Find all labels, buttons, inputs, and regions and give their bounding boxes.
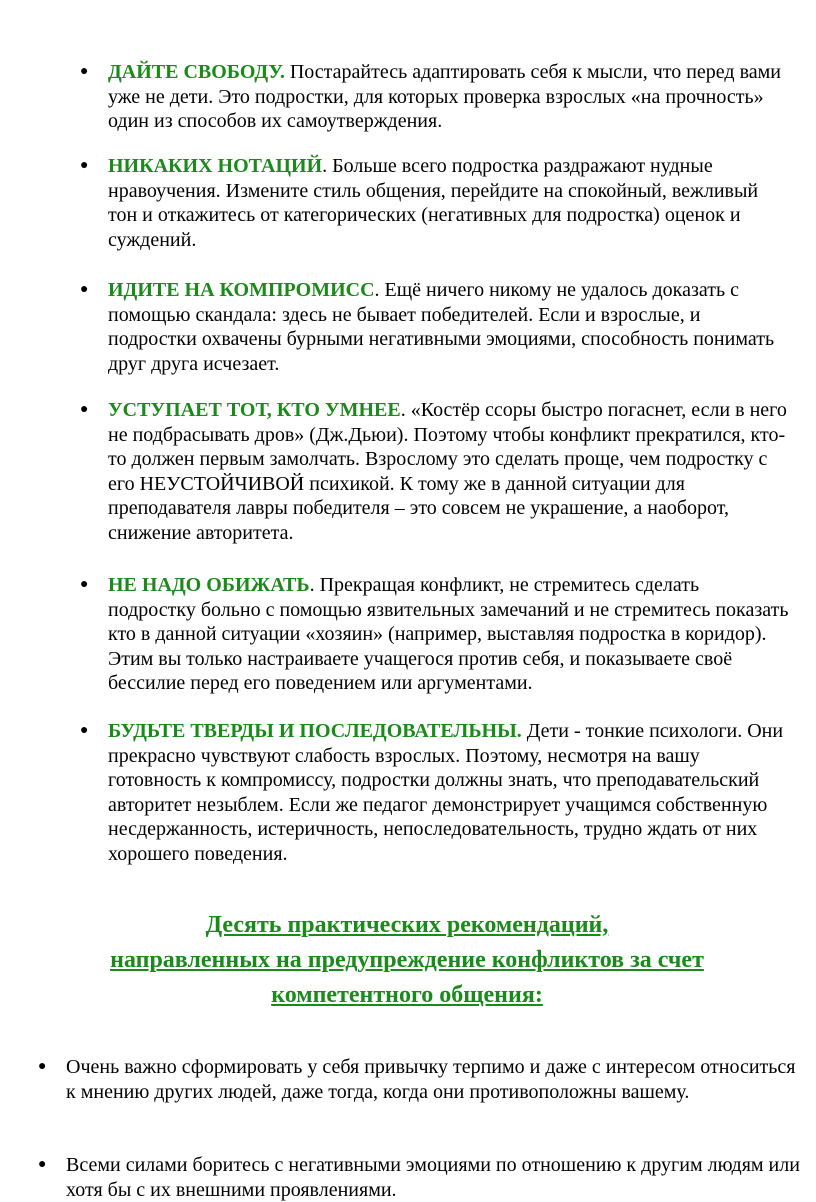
heading-line: Десять практических рекомендаций, [205,912,609,938]
bullet-icon: ● [80,723,89,738]
tip-text: . Прекращая конфликт, не стремитесь сделать подростку больно с помощью язвительных замечаний и не стремитесь показать кто в данной ситуации «хозяин» (например, выставляя подростка в коридор). Этим вы только настраиваете учащегося против себя, и показываете своё бессилие перед его поведением или аргументами. [108,574,789,694]
tip-body [108,60,790,134]
tip-text: Постарайтесь адаптировать себя к мысли, что перед вами уже не дети. Это подростки, для которых проверка взрослых «на прочность» один из способов их самоутверждения. [108,61,782,132]
bullet-icon: ● [80,282,89,297]
tip-text: . Ещё ничего никому не удалось доказать с помощью скандала: здесь не бывает победителей. Если и взрослые, и подростки охвачены бурными негативными эмоциями, способность понимать друг друга исчезает. [108,279,775,375]
tip-body [108,398,790,545]
bullet-icon: ● [80,158,89,173]
tip-title: ИДИТЕ НА КОМПРОМИСС [108,279,375,301]
bullet-icon: ● [38,1157,47,1172]
bullet-icon: ● [80,577,89,592]
tip-body [108,573,790,696]
tip-title: БУДЬТЕ ТВЕРДЫ И ПОСЛЕДОВАТЕЛЬНЫ. [108,720,522,742]
tip-title: НЕ НАДО ОБИЖАТЬ [108,574,310,596]
tip-title: НИКАКИХ НОТАЦИЙ [108,155,323,177]
tip-body [108,154,790,252]
tip-body [108,719,790,866]
tip-text: . Больше всего подростка раздражают нудные нравоучения. Измените стиль общения, перейдите на спокойный, вежливый тон и откажитесь от категорических (негативных для подростка) оценок и суждений. [108,155,759,251]
tip-text: Дети - тонкие психологи. Они прекрасно чувствуют слабость взрослых. Поэтому, несмотря на вашу готовность к компромиссу, подростки должны знать, что преподавательский авторитет незыблем. Если же педагог демонстрирует учащимся собственную несдержанность, истеричность, непоследовательность, трудно ждать от них хорошего поведения. [108,720,784,865]
recommendation-text: Очень важно сформировать у себя привычку терпимо и даже с интересом относиться к мнению других людей, даже тогда, когда они противоположны вашему. [66,1056,796,1103]
tip-text: . «Костёр ссоры быстро погаснет, если в него не подбрасывать дров» (Дж.Дьюи). Поэтому чтобы конфликт прекратился, кто-то должен первым замолчать. Взрослому это сделать проще, чем подростку с его НЕУСТОЙЧИВОЙ психикой. К тому же в данной ситуации для преподавателя лавры победителя – это совсем не украшение, а наоборот, снижение авторитета. [108,399,787,544]
tip-title: ДАЙТЕ СВОБОДУ. [108,61,285,83]
bullet-icon: ● [80,402,89,417]
tip-title: УСТУПАЕТ ТОТ, КТО УМНЕЕ [108,399,401,421]
heading-line: компетентного общения: [271,982,543,1008]
tip-body [108,278,790,376]
recommendation-text: Всеми силами боритесь с негативными эмоциями по отношению к другим людям или хотя бы с их внешними проявлениями. [66,1154,800,1201]
heading-line: направленных на предупреждение конфликтов за счет [110,947,704,973]
section-heading [40,908,774,1013]
bullet-icon: ● [80,64,89,79]
bullet-icon: ● [38,1059,47,1074]
